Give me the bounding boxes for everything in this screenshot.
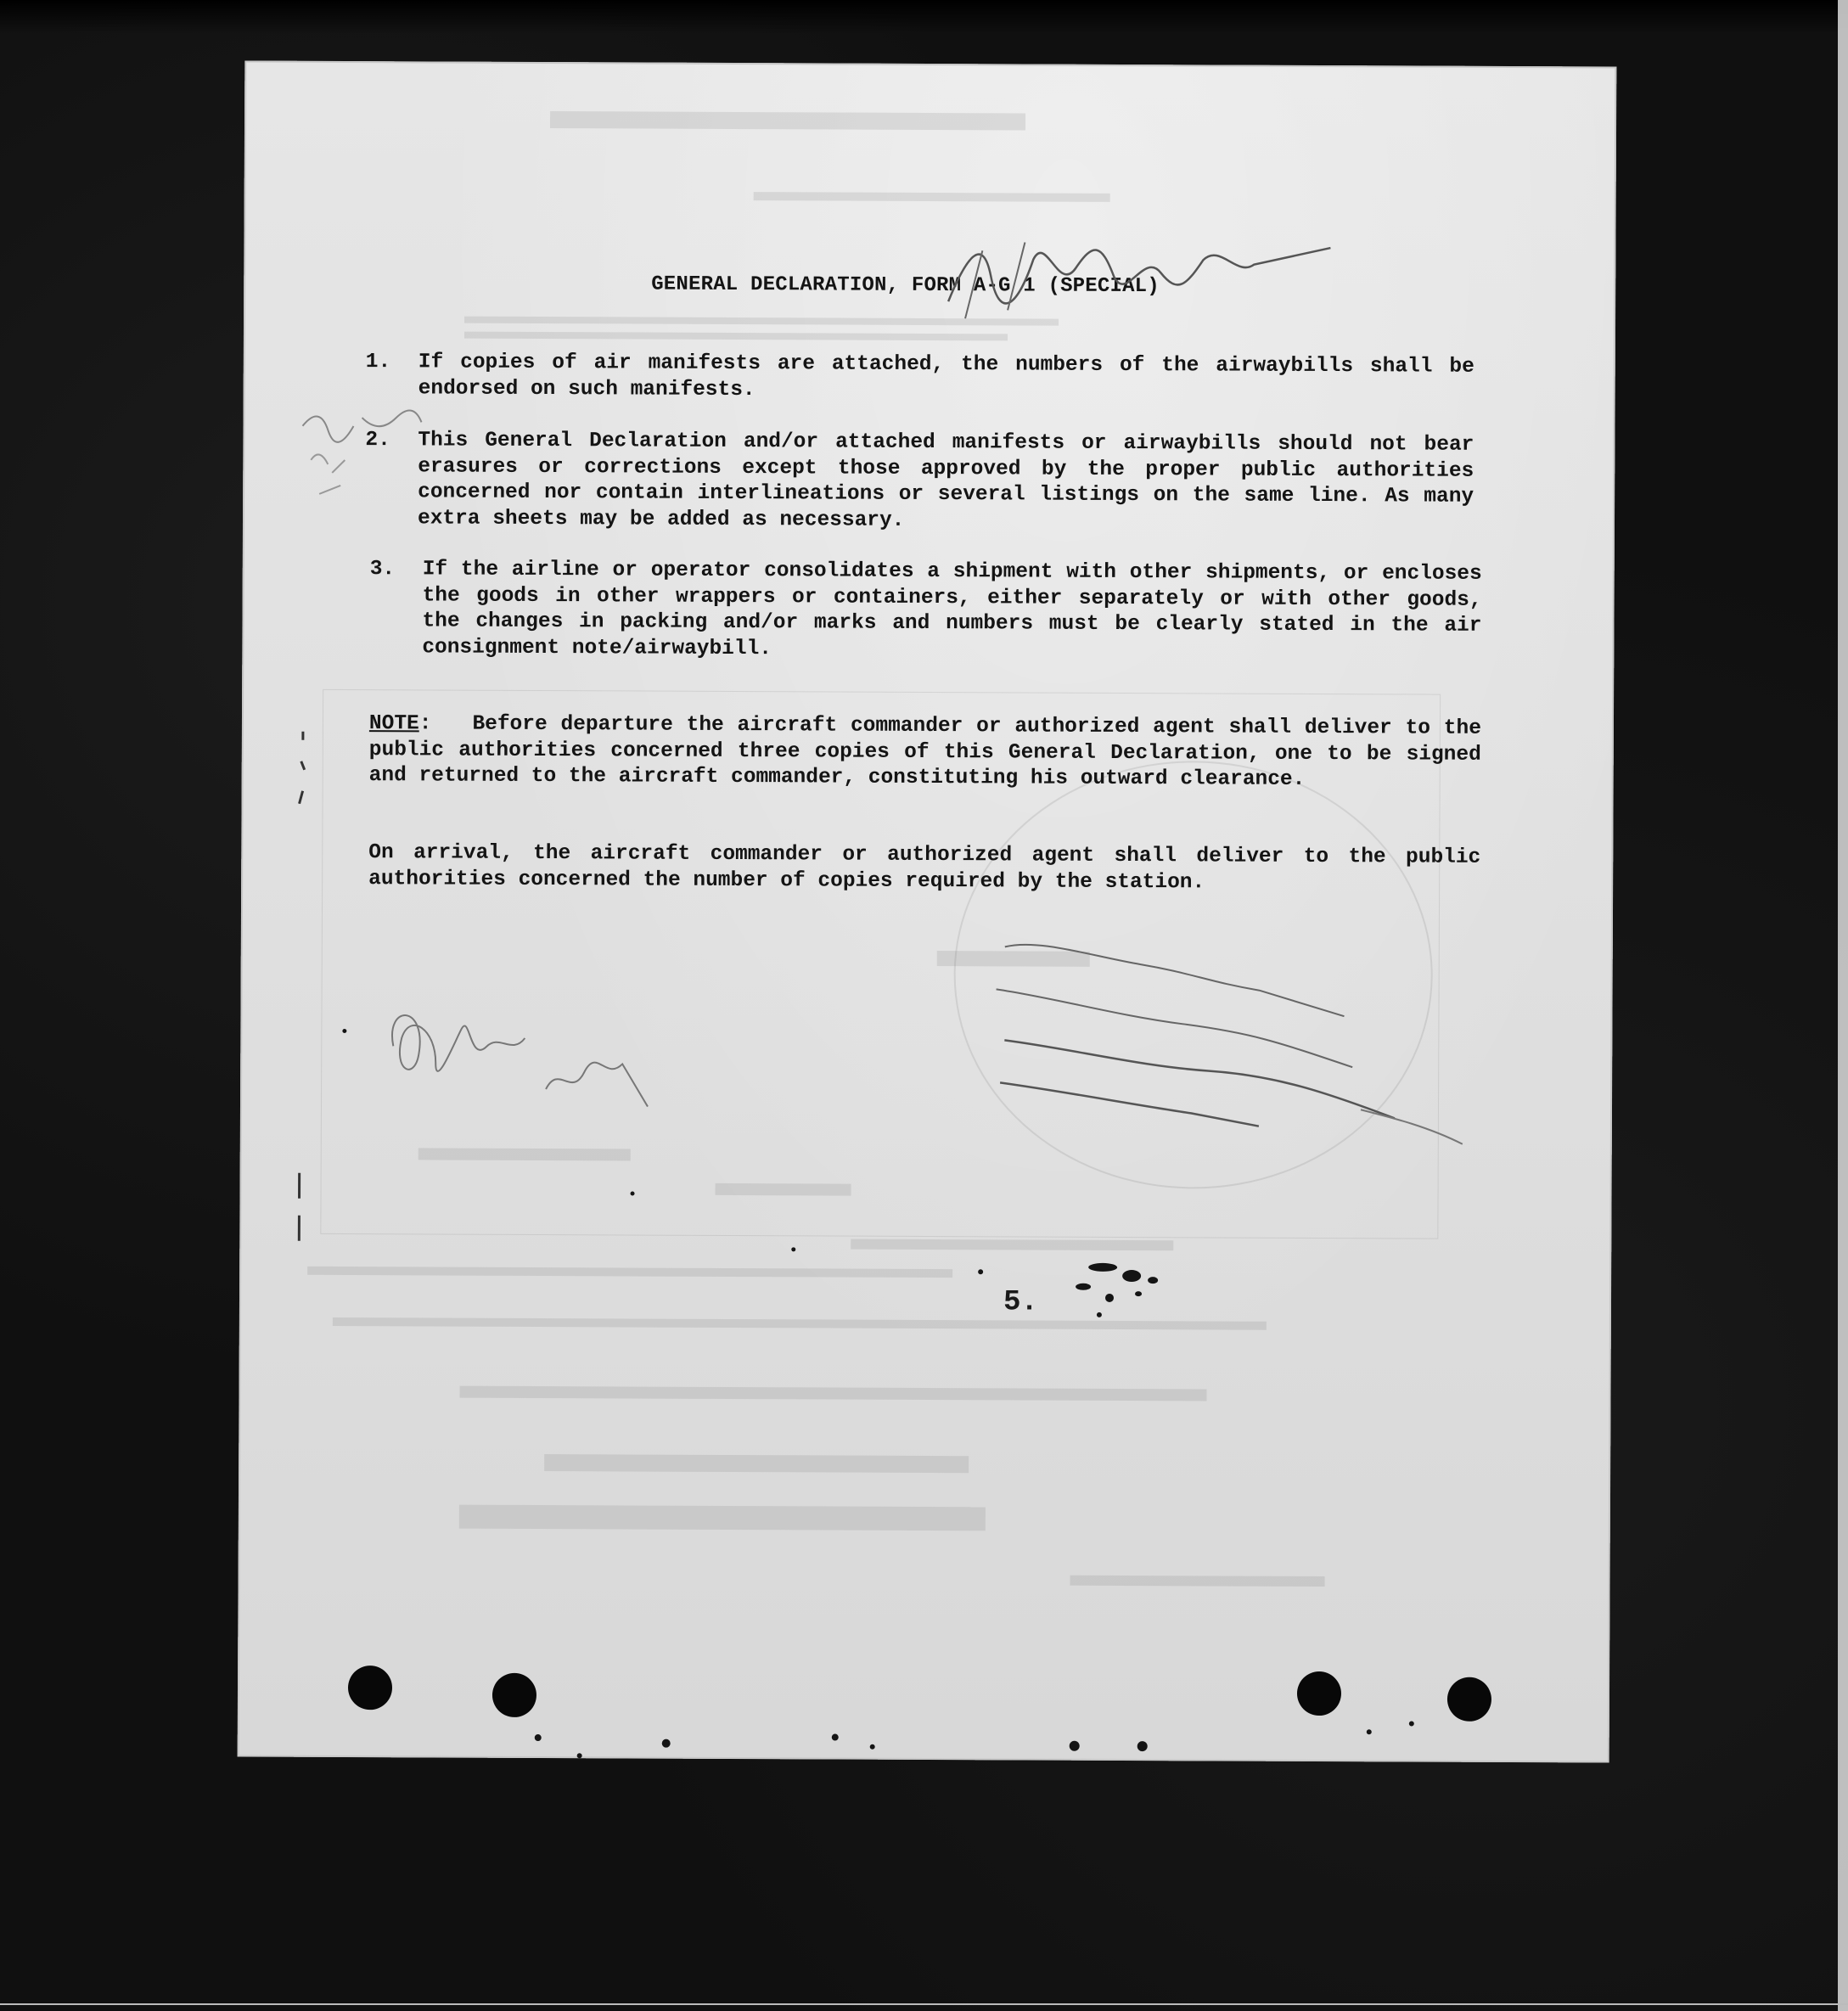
item-number: 1. bbox=[365, 351, 391, 374]
arrival-paragraph bbox=[368, 840, 1480, 897]
film-edge-top bbox=[0, 0, 1848, 34]
instruction-item-1 bbox=[365, 350, 1474, 402]
punch-hole-1 bbox=[348, 1666, 392, 1710]
margin-ticks bbox=[290, 723, 318, 1267]
handwritten-signature-left bbox=[376, 978, 666, 1132]
film-edge-bottom bbox=[0, 2003, 1848, 2005]
note-label: NOTE bbox=[368, 712, 419, 736]
handwritten-notes-right bbox=[986, 921, 1599, 1229]
arrival-text: On arrival, the aircraft commander or authorized agent shall deliver to the public authorities concerned the number of copies required by the station. bbox=[368, 841, 1481, 894]
item-text: If copies of air manifests are attached, the numbers of the airwaybills shall be endorsed on such manifests. bbox=[418, 351, 1474, 402]
handwritten-signature-top bbox=[931, 225, 1340, 329]
instruction-item-3 bbox=[369, 557, 1482, 660]
document-page bbox=[238, 60, 1617, 1762]
instruction-item-2 bbox=[365, 428, 1474, 532]
punch-hole-2 bbox=[492, 1673, 536, 1717]
item-text: If the airline or operator consolidates a shipment with other shipments, or encloses the goods in other wrappers or containers, either separately or with other goods, the changes in packing and/or marks and numbers must be clearly stated in the air consignment note/airwaybill. bbox=[422, 558, 1482, 660]
handwritten-margin-notes bbox=[294, 401, 430, 520]
note-text: Before departure the aircraft commander or authorized agent shall deliver to the public authorities concerned three copies of this General Declaration, one to be signed and returned to the aircraft commander, constituting his outward clearance. bbox=[368, 712, 1482, 791]
note-label-suffix: : bbox=[418, 712, 432, 736]
item-text: This General Declaration and/or attached manifests or airwaybills should not bear erasures or corrections except those approved by the proper public authorities concerned nor contain interlineations or several listings on the same line. As many extra sheets may be added as necessary. bbox=[417, 429, 1474, 532]
punch-hole-4 bbox=[1447, 1677, 1491, 1722]
punch-hole-3 bbox=[1297, 1671, 1341, 1716]
stray-mark: 5. bbox=[1003, 1286, 1038, 1319]
document-title: GENERAL DECLARATION, FORM A-G 1 (SPECIAL) bbox=[651, 272, 1160, 299]
note-paragraph bbox=[369, 711, 1481, 794]
item-number: 2. bbox=[365, 429, 390, 452]
film-edge-right bbox=[1838, 0, 1848, 2011]
item-number: 3. bbox=[369, 558, 396, 581]
